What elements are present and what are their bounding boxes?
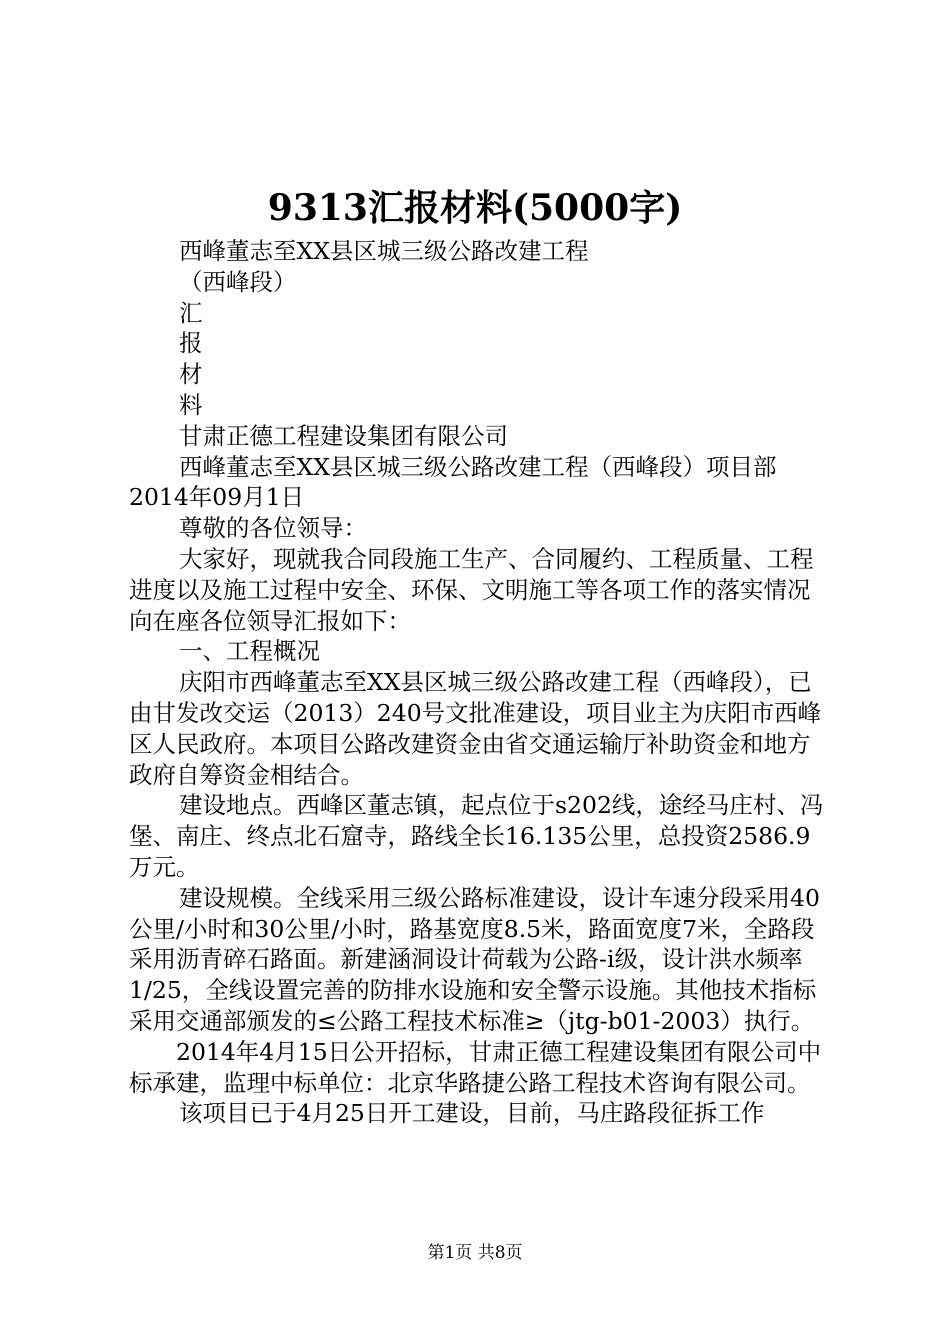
paragraph-location: 建设地点。西峰区董志镇，起点位于s202线，途经马庄村、冯堡、南庄、终点北石窟寺，路线全长16.135公里，总投资2586.9万元。: [129, 791, 824, 881]
heading-line-department: 西峰董志至XX县区城三级公路改建工程（西峰段）项目部: [179, 452, 777, 481]
document-title: 9313汇报材料(5000字): [267, 187, 683, 229]
heading-line-char-4: 料: [179, 390, 203, 419]
heading-line-section: （西峰段）: [179, 267, 297, 296]
heading-line-project: 西峰董志至XX县区城三级公路改建工程: [179, 237, 589, 265]
paragraph-intro: 大家好，现就我合同段施工生产、合同履约、工程质量、工程进度以及施工过程中安全、环保、文明施工等各项工作的落实情况向在座各位领导汇报如下：: [129, 544, 814, 635]
paragraph-project-approval: 庆阳市西峰董志至XX县区城三级公路改建工程（西峰段），已由甘发改交运（2013）240号文批准建设，项目业主为庆阳市西峰区人民政府。本项目公路改建资金由省交通运输厅补助资金和地方政府自筹资金相结合。: [129, 668, 822, 789]
heading-line-company: 甘肃正德工程建设集团有限公司: [179, 421, 508, 450]
salutation: 尊敬的各位领导：: [179, 514, 367, 543]
paragraph-bidding: 2014年4月15日公开招标，甘肃正德工程建设集团有限公司中标承建，监理中标单位：北京华路捷公路工程技术咨询有限公司。: [129, 1037, 822, 1097]
heading-line-char-3: 材: [179, 360, 203, 389]
section-heading-overview: 一、工程概况: [179, 637, 320, 666]
page-footer: 第1页 共8页: [427, 1243, 523, 1263]
date-line: 2014年09月1日: [129, 483, 305, 512]
heading-line-char-1: 汇: [179, 298, 203, 327]
paragraph-progress: 该项目已于4月25日开工建设，目前，马庄路段征拆工作: [179, 1099, 765, 1128]
paragraph-scale: 建设规模。全线采用三级公路标准建设，设计车速分段采用40公里/小时和30公里/小时，路基宽度8.5米，路面宽度7米，全路段采用沥青碎石路面。新建涵洞设计荷载为公路-i级，设计洪水频率1/25，全线设置完善的防排水设施和安全警示设施。其他技术指标采用交通部颁发的≤公路工程技术标准≥（jtg-b01-2003）执行。: [129, 883, 820, 1035]
heading-line-char-2: 报: [179, 329, 203, 358]
document-body: [129, 236, 833, 1129]
